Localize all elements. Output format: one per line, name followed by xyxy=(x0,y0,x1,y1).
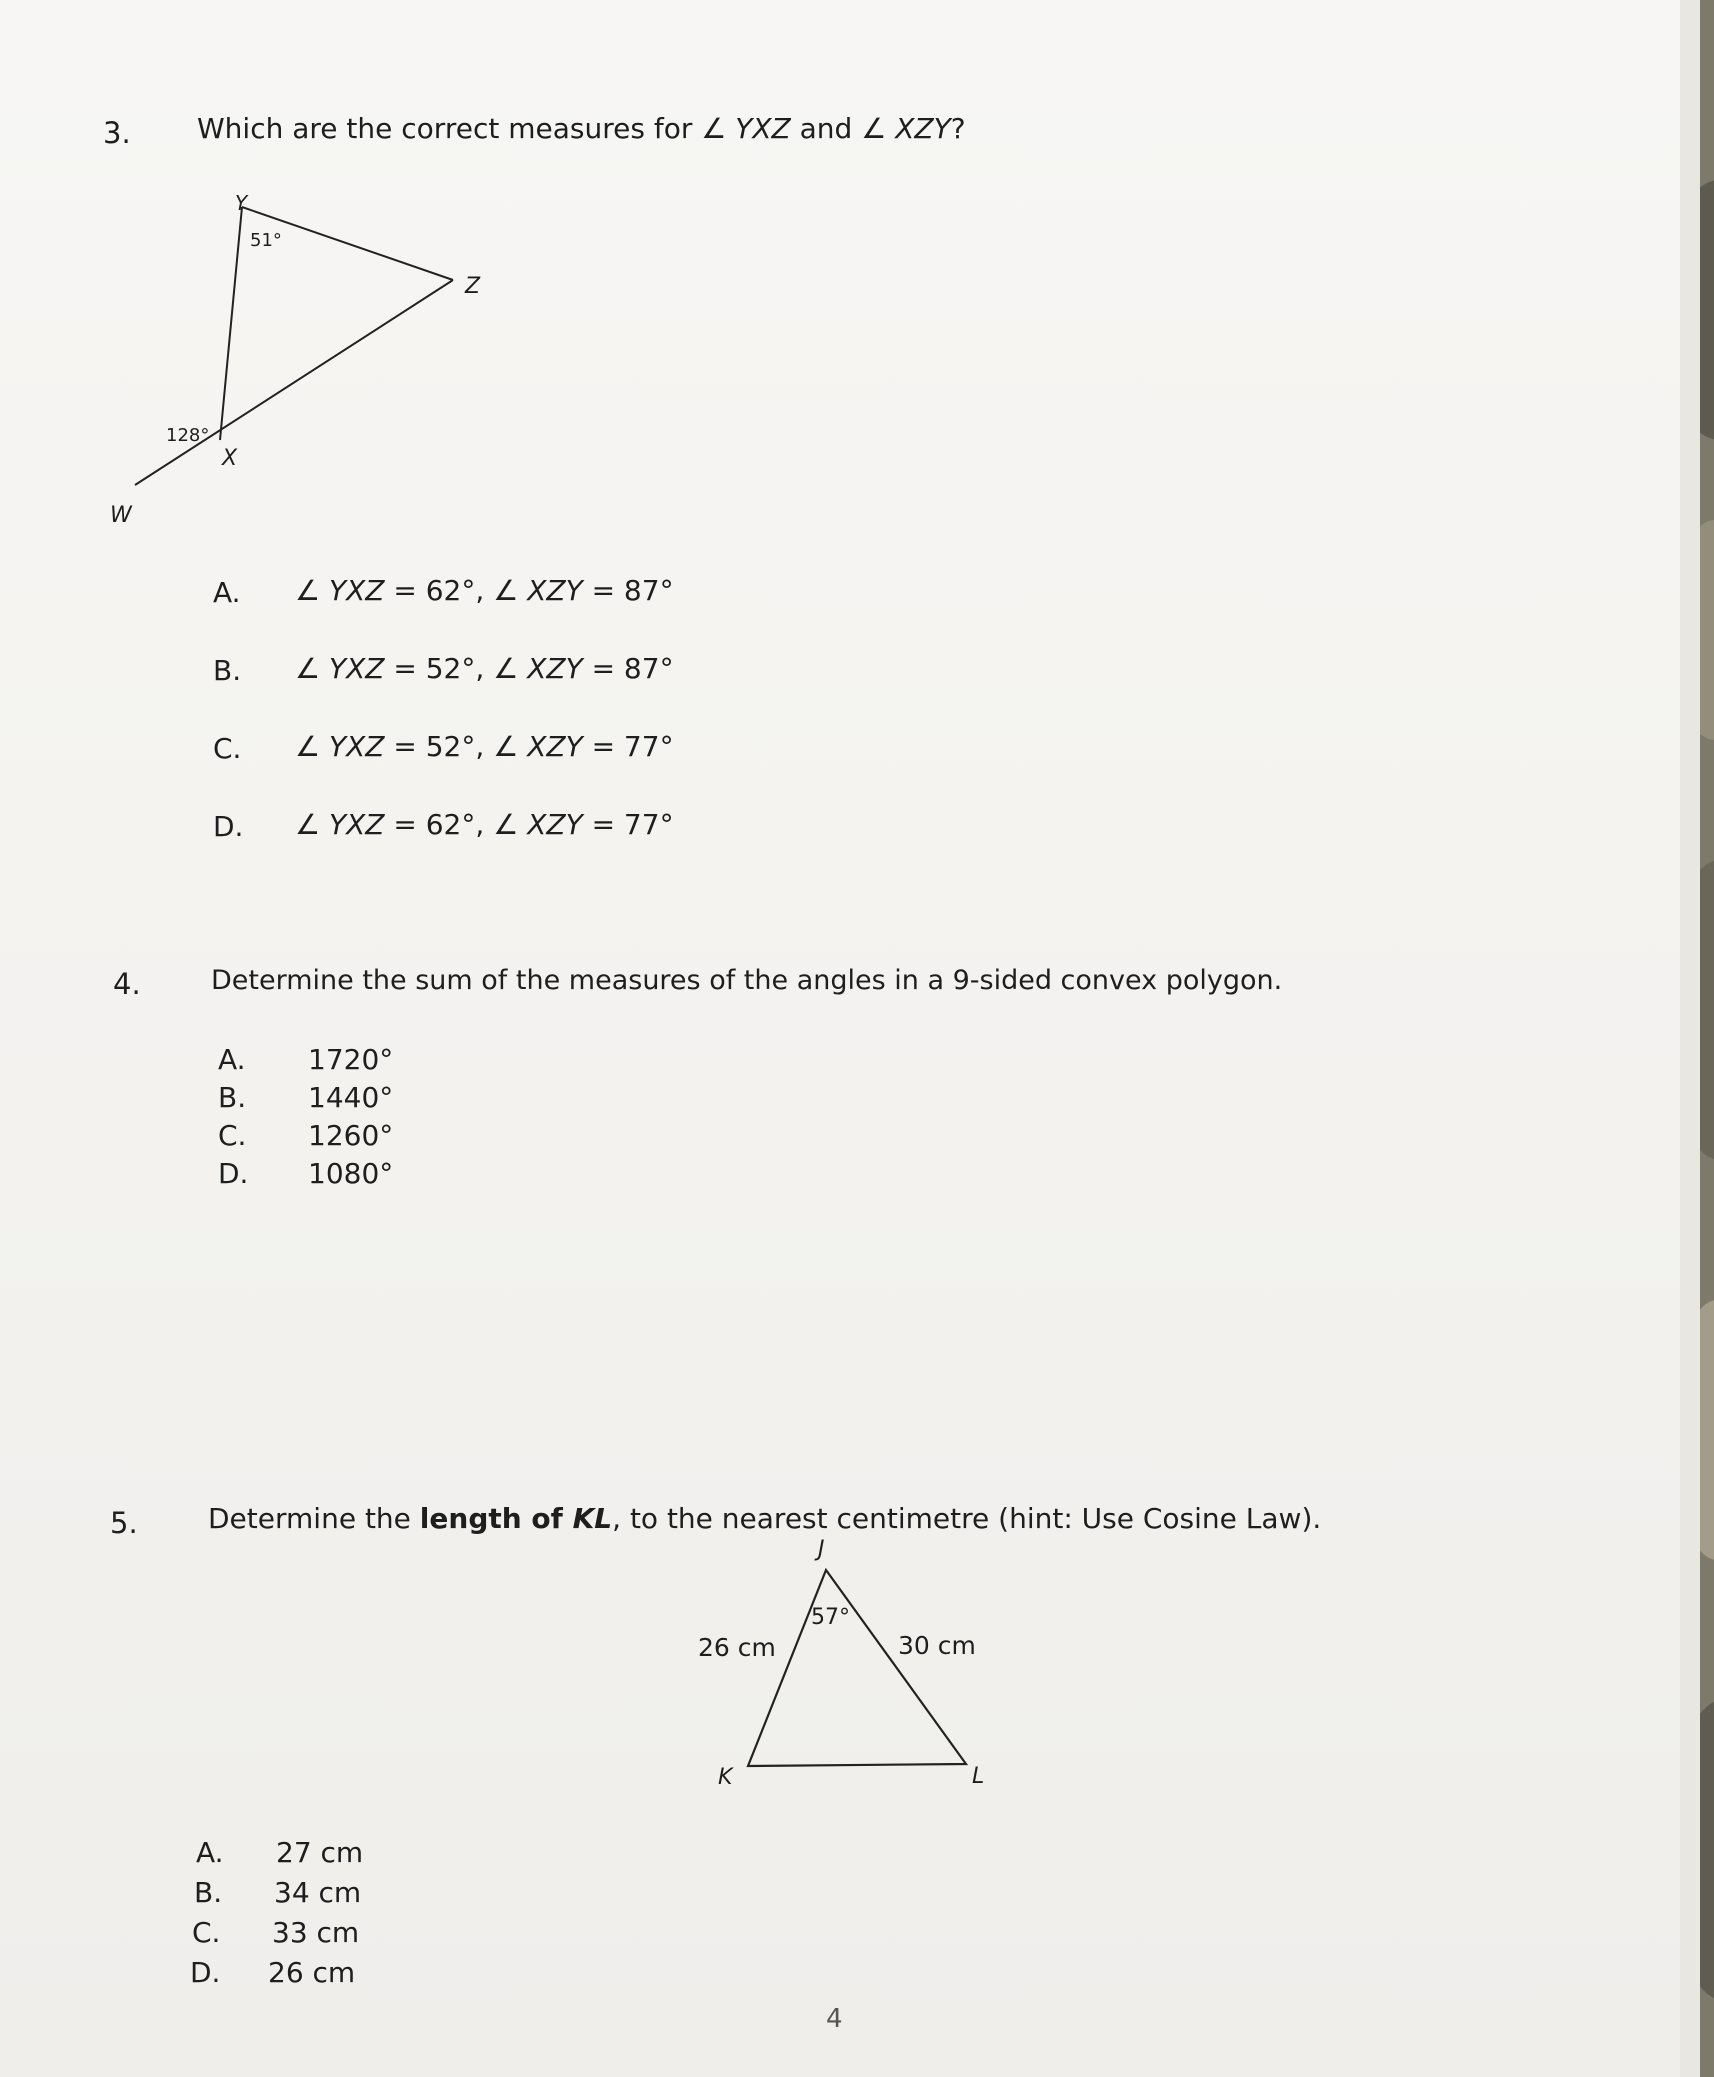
option-text: 1260° xyxy=(308,1119,394,1152)
option-letter: D. xyxy=(218,1157,249,1190)
option-letter: B. xyxy=(194,1876,223,1909)
angle-wxy-label: 128° xyxy=(166,425,210,446)
vertex-l-label: L xyxy=(972,1764,985,1789)
option-text: 34 cm xyxy=(274,1876,362,1909)
side-jl-label: 30 cm xyxy=(898,1631,976,1660)
vertex-j-label: J xyxy=(818,1537,825,1562)
option-text: ∠ YXZ = 62°, ∠ XZY = 87° xyxy=(295,574,674,607)
question-3-number: 3. xyxy=(103,116,131,150)
option-text: ∠ YXZ = 62°, ∠ XZY = 77° xyxy=(295,808,674,841)
question-4-number: 4. xyxy=(113,967,141,1001)
option-letter: C. xyxy=(218,1119,247,1152)
vertex-k-label: K xyxy=(718,1765,733,1790)
option-letter: A. xyxy=(196,1836,224,1869)
option-text: 1440° xyxy=(308,1081,394,1114)
triangle-jkl xyxy=(748,1570,966,1766)
option-text: 27 cm xyxy=(276,1836,364,1869)
option-text: 26 cm xyxy=(268,1956,356,1989)
question-5-prompt: Determine the length of KL, to the nearest centimetre (hint: Use Cosine Law). xyxy=(208,1502,1322,1535)
angle-y-label: 51° xyxy=(250,230,282,251)
option-letter: B. xyxy=(213,654,242,687)
option-letter: B. xyxy=(218,1081,247,1114)
option-letter: A. xyxy=(218,1043,246,1076)
vertex-x-label: X xyxy=(222,446,238,471)
side-jk-label: 26 cm xyxy=(698,1633,776,1662)
angle-j-label: 57° xyxy=(811,1605,850,1630)
option-text: 1080° xyxy=(308,1157,394,1190)
option-text: ∠ YXZ = 52°, ∠ XZY = 87° xyxy=(295,652,674,685)
page-number: 4 xyxy=(826,2004,843,2034)
option-letter: C. xyxy=(213,732,242,765)
option-letter: D. xyxy=(190,1956,221,1989)
vertex-w-label: W xyxy=(110,503,132,528)
question-4-prompt: Determine the sum of the measures of the angles in a 9-sided convex polygon. xyxy=(211,965,1283,996)
option-text: ∠ YXZ = 52°, ∠ XZY = 77° xyxy=(295,730,674,763)
option-letter: A. xyxy=(213,576,241,609)
segment-yx xyxy=(220,207,242,440)
vertex-y-label: Y xyxy=(235,191,248,215)
question-3-prompt: Which are the correct measures for ∠ YXZ and ∠ XZY? xyxy=(197,112,966,145)
triangle-jkl-diagram xyxy=(690,1530,1010,1790)
option-letter: D. xyxy=(213,810,244,843)
option-text: 33 cm xyxy=(272,1916,360,1949)
triangle-wxyz-diagram xyxy=(100,185,500,535)
option-letter: C. xyxy=(192,1916,221,1949)
question-5-number: 5. xyxy=(110,1506,138,1540)
segment-zw xyxy=(135,280,453,485)
option-text: 1720° xyxy=(308,1043,394,1076)
vertex-z-label: Z xyxy=(465,274,481,299)
